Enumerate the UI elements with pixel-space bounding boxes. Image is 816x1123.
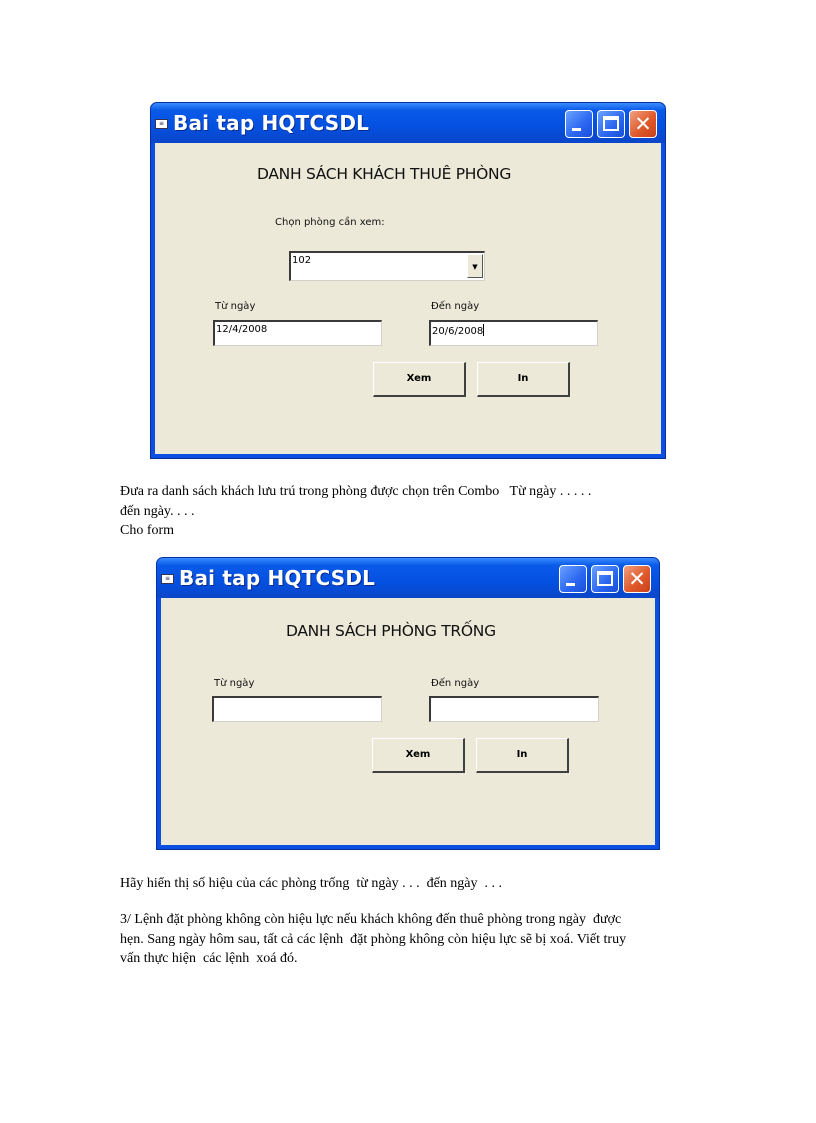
to-date-input[interactable] (429, 320, 598, 346)
form-heading: DANH SÁCH KHÁCH THUÊ PHÒNG (257, 165, 512, 183)
from-date-label: Từ ngày (214, 678, 255, 689)
view-button[interactable]: Xem (373, 362, 466, 397)
window-title: Bai tap HQTCSDL (173, 111, 370, 135)
form-body (155, 143, 661, 454)
close-button[interactable] (629, 110, 657, 138)
app-icon[interactable]: ≡ (161, 574, 174, 584)
chevron-down-icon[interactable]: ▼ (467, 254, 483, 278)
p1-line3: Cho form (120, 523, 175, 538)
app-icon[interactable]: ≡ (155, 119, 168, 129)
from-date-label: Từ ngày (215, 301, 256, 312)
to-date-label: Đến ngày (431, 301, 480, 312)
print-button[interactable]: In (477, 362, 570, 397)
from-date-input[interactable] (213, 320, 382, 346)
to-date-label: Đến ngày (431, 678, 480, 689)
maximize-button[interactable] (597, 110, 625, 138)
close-icon: ✕ (628, 567, 646, 591)
maximize-button[interactable] (591, 565, 619, 593)
p1-line2: đến ngày. . . . (120, 503, 195, 519)
p3-line3: vấn thực hiện các lệnh xoá đó. (120, 951, 298, 966)
title-bar[interactable] (157, 558, 659, 598)
close-button[interactable] (623, 565, 651, 593)
paragraph-description-2 (120, 874, 502, 894)
view-button[interactable]: Xem (372, 738, 465, 773)
from-date-value: 12/4/2008 (216, 324, 268, 335)
minimize-button[interactable] (565, 110, 593, 138)
minimize-icon (566, 583, 575, 586)
window-khach-thue-phong (150, 102, 666, 459)
room-value: 102 (292, 255, 312, 266)
text-caret (483, 324, 484, 336)
p2-line: Hãy hiển thị số hiệu của các phòng trống từ ngày . . . đến ngày . . . (120, 876, 502, 891)
room-label: Chọn phòng cần xem: (275, 217, 385, 228)
p1-line1: Đưa ra danh sách khách lưu trú trong phòng được chọn trên Combo Từ ngày . . . . . (120, 484, 592, 499)
room-combobox[interactable] (289, 251, 485, 281)
to-date-value: 20/6/2008 (432, 326, 484, 337)
form-body (161, 598, 655, 845)
maximize-icon (603, 116, 619, 131)
title-bar[interactable] (151, 103, 665, 143)
p3-line1: 3/ Lệnh đặt phòng không còn hiệu lực nếu khách không đến thuê phòng trong ngày được (120, 912, 622, 927)
print-button[interactable]: In (476, 738, 569, 773)
form-heading: DANH SÁCH PHÒNG TRỐNG (286, 622, 496, 640)
from-date-input[interactable] (212, 696, 382, 722)
to-date-input[interactable] (429, 696, 599, 722)
window-phong-trong (156, 557, 660, 850)
close-icon: ✕ (634, 112, 652, 136)
p3-line2: hẹn. Sang ngày hôm sau, tất cả các lệnh đặt phòng không còn hiệu lực sẽ bị xoá. Viết truy (120, 931, 627, 947)
minimize-icon (572, 128, 581, 131)
minimize-button[interactable] (559, 565, 587, 593)
paragraph-task-3 (120, 910, 626, 969)
paragraph-description-1 (120, 482, 591, 541)
maximize-icon (597, 571, 613, 586)
window-title: Bai tap HQTCSDL (179, 566, 376, 590)
